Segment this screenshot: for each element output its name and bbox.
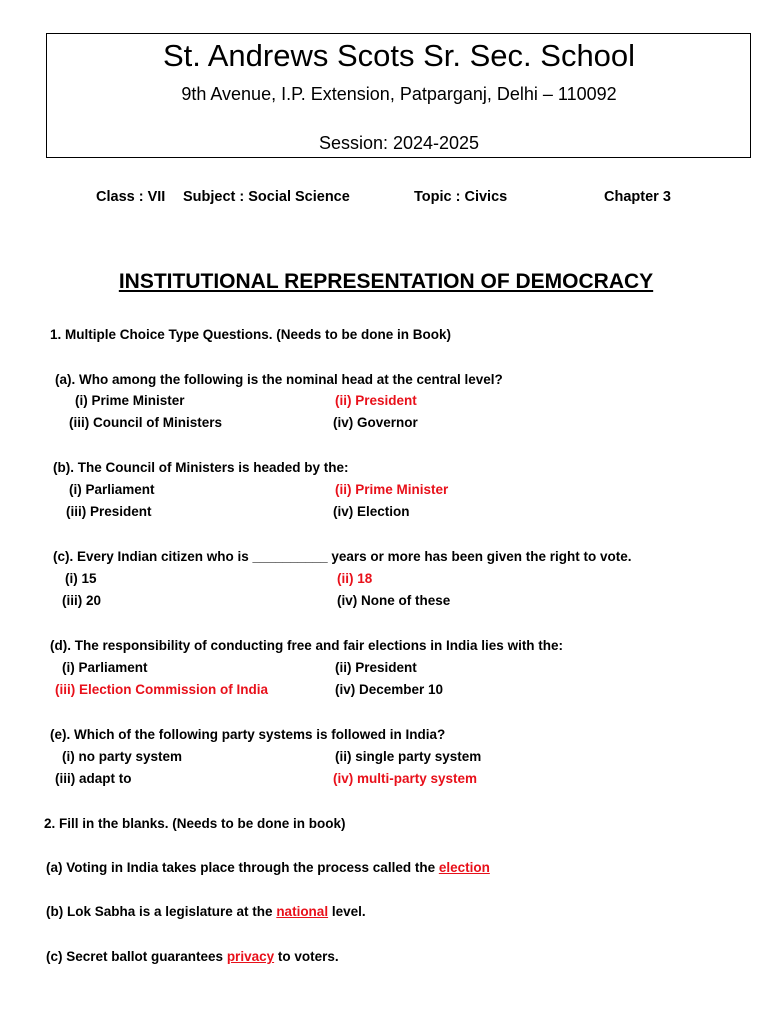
option-d-1: (i) Parliament: [62, 660, 148, 675]
option-d-4: (iv) December 10: [335, 682, 444, 697]
school-name: St. Andrews Scots Sr. Sec. School: [162, 38, 636, 73]
class-label: Class : VII: [96, 189, 166, 205]
fill-blank-b-text: (b) Lok Sabha is a legislature at the: [46, 904, 277, 919]
subject-label: Subject : Social Science: [183, 189, 350, 205]
option-e-3: (iii) adapt to: [55, 771, 132, 786]
option-c-2-answer: (ii) 18: [337, 571, 373, 586]
fill-blank-c-tail: to voters.: [274, 949, 339, 964]
fill-blank-c-text: (c) Secret ballot guarantees: [46, 949, 227, 964]
fill-blank-a: [46, 860, 490, 875]
chapter-label: Chapter 3: [604, 189, 671, 205]
fill-blank-a-text: (a) Voting in India takes place through the process called the: [46, 860, 439, 875]
school-address: 9th Avenue, I.P. Extension, Patparganj, Delhi – 110092: [181, 84, 617, 104]
question-d: (d). The responsibility of conducting free and fair elections in India lies with the:: [50, 638, 564, 653]
section-2-heading: 2. Fill in the blanks. (Needs to be done in book): [44, 816, 346, 831]
option-c-1: (i) 15: [65, 571, 97, 586]
fill-blank-b-answer: national: [276, 904, 329, 919]
option-e-4-answer: (iv) multi-party system: [333, 771, 478, 786]
option-a-1: (i) Prime Minister: [75, 393, 185, 408]
option-b-2-answer: (ii) Prime Minister: [335, 482, 449, 497]
question-c: (c). Every Indian citizen who is __________ years or more has been given the right to vote.: [53, 549, 632, 564]
option-a-4: (iv) Governor: [333, 415, 418, 430]
option-d-3-answer: (iii) Election Commission of India: [55, 682, 269, 697]
option-b-1: (i) Parliament: [69, 482, 155, 497]
question-a: (a). Who among the following is the nominal head at the central level?: [55, 372, 503, 387]
session: Session: 2024-2025: [318, 133, 480, 153]
fill-blank-a-answer: election: [438, 860, 490, 875]
fill-blank-b-tail: level.: [328, 904, 366, 919]
option-d-2: (ii) President: [335, 660, 417, 675]
option-c-3: (iii) 20: [62, 593, 102, 608]
option-a-2-answer: (ii) President: [335, 393, 417, 408]
question-b: (b). The Council of Ministers is headed by the:: [53, 460, 349, 475]
option-c-4: (iv) None of these: [337, 593, 451, 608]
section-1-heading: 1. Multiple Choice Type Questions. (Needs to be done in Book): [50, 327, 452, 342]
option-e-2: (ii) single party system: [335, 749, 482, 764]
fill-blank-b: [46, 904, 366, 919]
option-b-4: (iv) Election: [333, 504, 410, 519]
fill-blank-c-answer: privacy: [226, 949, 275, 964]
option-b-3: (iii) President: [66, 504, 152, 519]
option-e-1: (i) no party system: [62, 749, 183, 764]
page-title: INSTITUTIONAL REPRESENTATION OF DEMOCRACY: [118, 270, 654, 293]
option-a-3: (iii) Council of Ministers: [69, 415, 223, 430]
question-e: (e). Which of the following party systems is followed in India?: [50, 727, 446, 742]
fill-blank-c: [46, 949, 339, 964]
topic-label: Topic : Civics: [414, 189, 508, 205]
